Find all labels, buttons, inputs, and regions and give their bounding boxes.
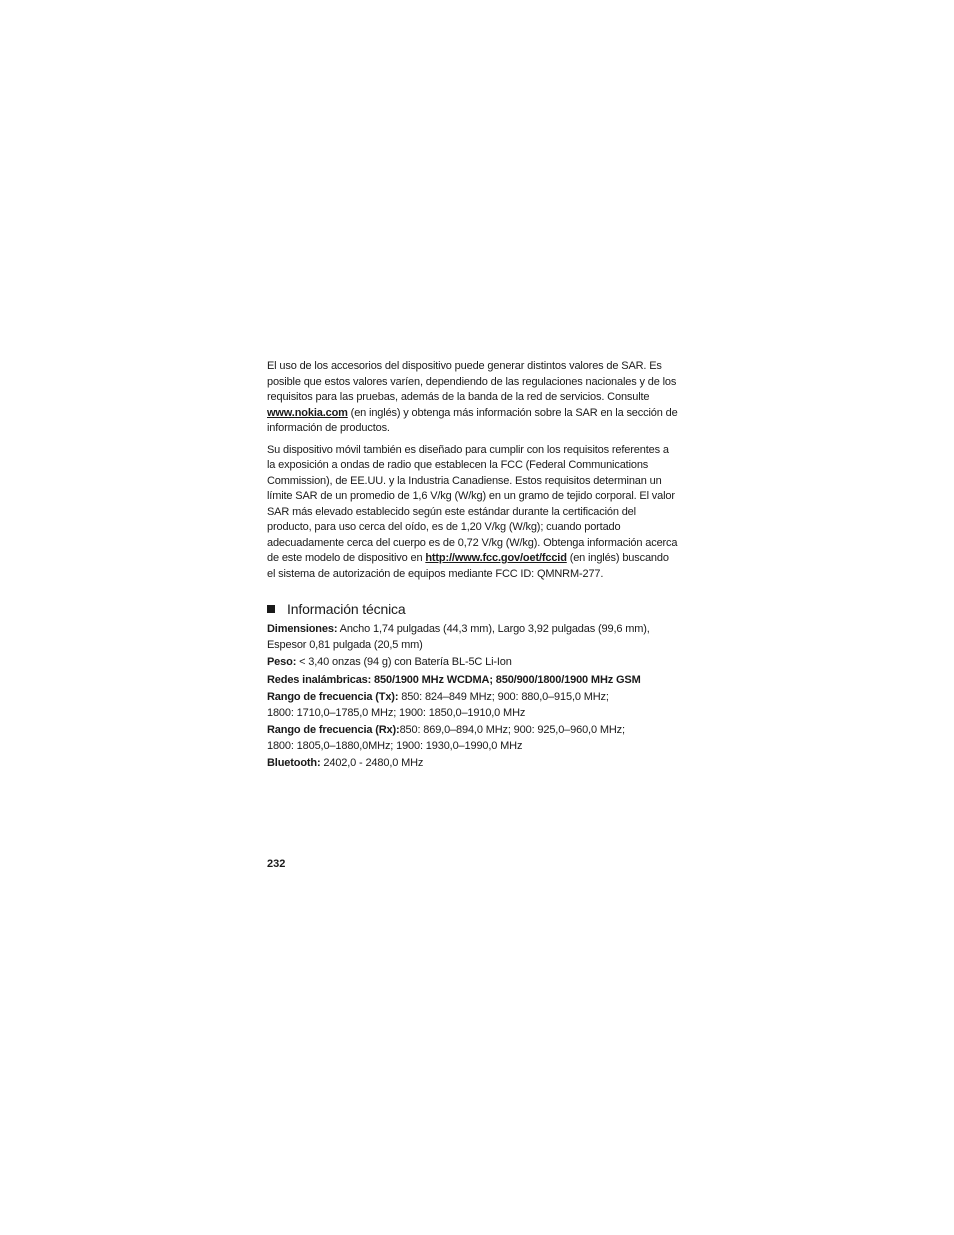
spec-value: 850: 824–849 MHz; 900: 880,0–915,0 MHz; xyxy=(398,691,609,703)
paragraph-text: Su dispositivo móvil también es diseñado para cumplir con los requisitos referentes a la exposición a ondas de radio que establecen la FCC (Federal Communications Commission), de EE.UU. y la Industria Canadiense. Estos requisitos determinan un límite SAR de un promedio de 1,6 V/kg (W/kg) en un gramo de tejido corporal. El valor SAR más elevado establecido según este estándar durante la certificación del producto, para uso cerca del oído, es de 1,20 V/kg (W/kg); cuando portado adecuadamente cerca del cuerpo es de 0,72 V/kg (W/kg). Obtenga información acerca de este modelo de dispositivo en xyxy=(267,443,678,564)
paragraph-text: (en inglés) buscando el sistema de autorización de equipos mediante FCC ID: QMNRM-277. xyxy=(267,552,669,580)
spec-value: Ancho 1,74 pulgadas (44,3 mm), Largo 3,92 pulgadas (99,6 mm), Espesor 0,81 pulgada (20,5 mm) xyxy=(267,623,650,651)
spec-bluetooth xyxy=(267,756,679,772)
spec-label: Bluetooth: xyxy=(267,757,321,769)
spec-dimensions xyxy=(267,622,679,653)
section-title: Información técnica xyxy=(287,601,406,617)
spec-rx xyxy=(267,723,679,754)
sar-accessories-paragraph xyxy=(267,359,679,437)
spec-value: < 3,40 onzas (94 g) con Batería BL-5C Li-Ion xyxy=(296,656,512,668)
spec-label: Rango de frecuencia (Tx): xyxy=(267,691,399,703)
fcc-link[interactable]: http://www.fcc.gov/oet/fccid xyxy=(425,552,567,564)
page-number: 232 xyxy=(267,858,286,870)
spec-networks xyxy=(267,673,679,689)
spec-value: 1800: 1805,0–1880,0MHz; 1900: 1930,0–1990,0 MHz xyxy=(267,739,523,752)
square-bullet-icon xyxy=(267,605,275,613)
paragraph-text: El uso de los accesorios del dispositivo puede generar distintos valores de SAR. Es posible que estos valores varíen, dependiendo de las regulaciones nacionales y de los requisitos para las pruebas, además de la banda de la red de servicios. Consulte xyxy=(267,360,677,403)
spec-tx xyxy=(267,690,679,721)
spec-label: Redes inalámbricas: xyxy=(267,673,372,686)
spec-value: 850/1900 MHz WCDMA; 850/900/1800/1900 MHz GSM xyxy=(371,673,641,686)
spec-value: 850: 869,0–894,0 MHz; 900: 925,0–960,0 MHz; xyxy=(399,724,625,736)
section-heading xyxy=(267,600,679,618)
page-content xyxy=(267,359,679,774)
spec-label: Peso: xyxy=(267,656,297,668)
nokia-link[interactable]: www.nokia.com xyxy=(267,406,348,419)
fcc-paragraph xyxy=(267,443,679,583)
paragraph-text: (en inglés) y obtenga más información sobre la SAR en la sección de información de productos. xyxy=(267,406,678,434)
spec-value: 1800: 1710,0–1785,0 MHz; 1900: 1850,0–1910,0 MHz xyxy=(267,706,526,719)
spec-label: Dimensiones: xyxy=(267,623,338,635)
spec-weight xyxy=(267,655,679,671)
spec-label: Rango de frecuencia (Rx): xyxy=(267,724,400,736)
spec-value: 2402,0 - 2480,0 MHz xyxy=(320,757,424,769)
